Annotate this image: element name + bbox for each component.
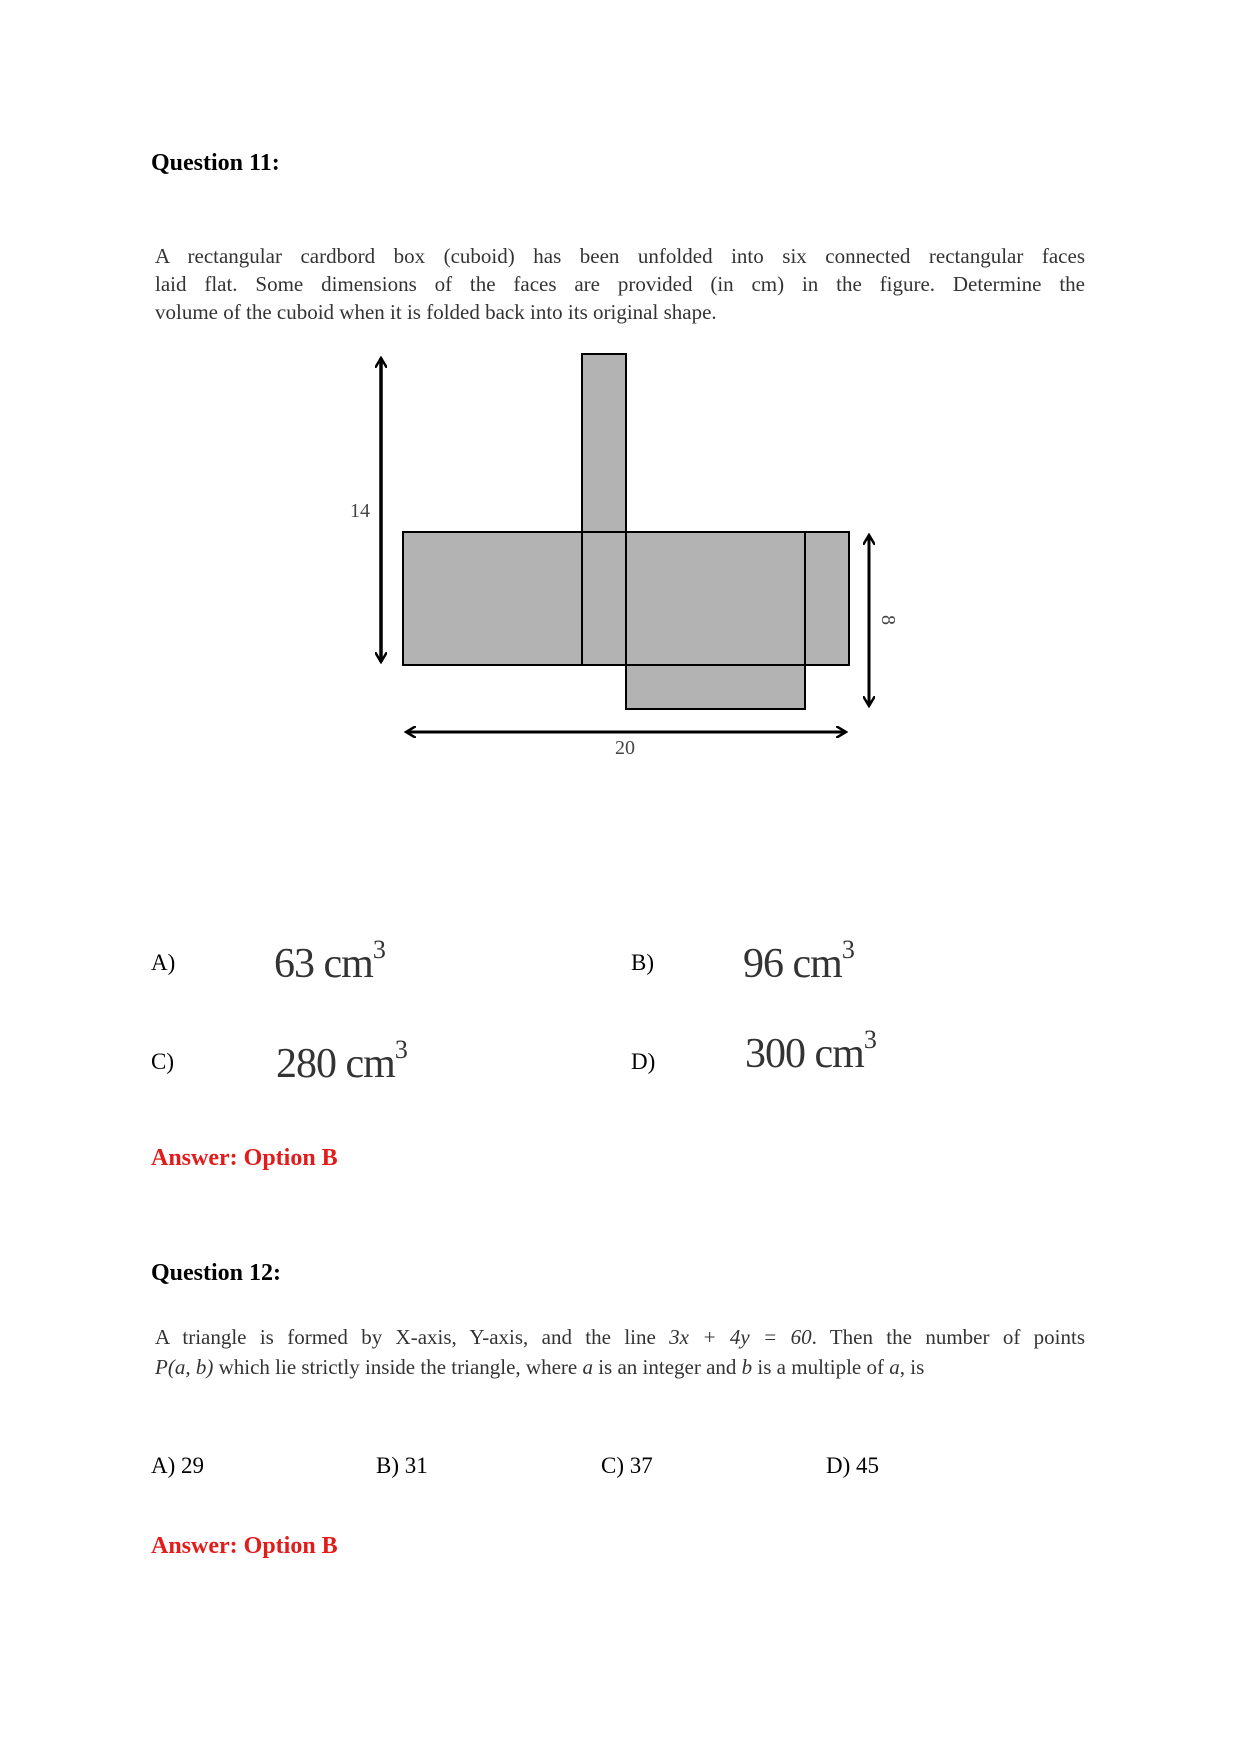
option-value-text: 280 cm	[276, 1041, 395, 1087]
math-equation: 3x + 4y = 60	[669, 1325, 812, 1349]
q11-text-line: laid flat. Some dimensions of the faces are provided (in cm) in the figure. Determine the	[155, 272, 1085, 296]
net-face-right-narrow	[805, 532, 849, 665]
label-right: 8	[877, 615, 899, 625]
math-var: b	[741, 1355, 753, 1379]
q12-option-b: B) 31	[376, 1453, 428, 1478]
math-var: a	[582, 1355, 593, 1379]
q12-text-line	[155, 1322, 1085, 1352]
net-face-bottom-flap	[626, 665, 805, 709]
label-height: 14	[350, 500, 370, 522]
q12-text-line	[155, 1352, 1085, 1382]
q11-answer: Answer: Option B	[151, 1145, 338, 1171]
net-face-center	[626, 532, 805, 665]
q11-option-c-label: C)	[151, 1049, 174, 1074]
cuboid-net-figure	[0, 0, 1241, 800]
q11-option-b-label: B)	[631, 950, 654, 975]
option-exponent: 3	[372, 935, 385, 964]
q12-heading: Question 12:	[151, 1260, 282, 1286]
q11-text-line: A rectangular cardbord box (cuboid) has been unfolded into six connected rectangular faces	[155, 244, 1085, 268]
math-var: a	[889, 1355, 900, 1379]
option-exponent: 3	[394, 1035, 407, 1064]
q11-heading: Question 11:	[151, 150, 280, 176]
q11-option-c-value	[276, 1035, 407, 1088]
q12-option-d: D) 45	[826, 1453, 880, 1478]
q11-option-d-value	[745, 1025, 876, 1078]
text-run: is an integer and	[592, 1355, 742, 1379]
label-width: 20	[615, 737, 635, 759]
text-run: , is	[899, 1355, 925, 1379]
q12-question-text	[155, 1322, 1085, 1382]
option-exponent: 3	[863, 1025, 876, 1054]
q11-option-d-label: D)	[631, 1049, 656, 1074]
math-point: P(a, b)	[155, 1355, 214, 1379]
q11-text-line: volume of the cuboid when it is folded back into its original shape.	[155, 300, 717, 324]
option-value-text: 300 cm	[745, 1031, 864, 1077]
text-run: is a multiple of	[752, 1355, 890, 1379]
q11-option-a-label: A)	[151, 950, 176, 975]
q11-option-a-value	[274, 935, 385, 988]
option-value-text: 63 cm	[274, 941, 373, 987]
option-value-text: 96 cm	[743, 941, 842, 987]
net-face-left	[403, 532, 582, 665]
text-run: . Then the number of points	[811, 1325, 1086, 1349]
text-run: which lie strictly inside the triangle, where	[213, 1355, 583, 1379]
q12-option-a: A) 29	[151, 1453, 205, 1478]
option-exponent: 3	[841, 935, 854, 964]
net-face-top-flap	[582, 354, 626, 532]
q12-option-c: C) 37	[601, 1453, 653, 1478]
net-face-middle-narrow	[582, 532, 626, 665]
q12-answer: Answer: Option B	[151, 1533, 338, 1559]
text-run: A triangle is formed by X-axis, Y-axis, and the line	[155, 1325, 670, 1349]
q11-option-b-value	[743, 935, 854, 988]
